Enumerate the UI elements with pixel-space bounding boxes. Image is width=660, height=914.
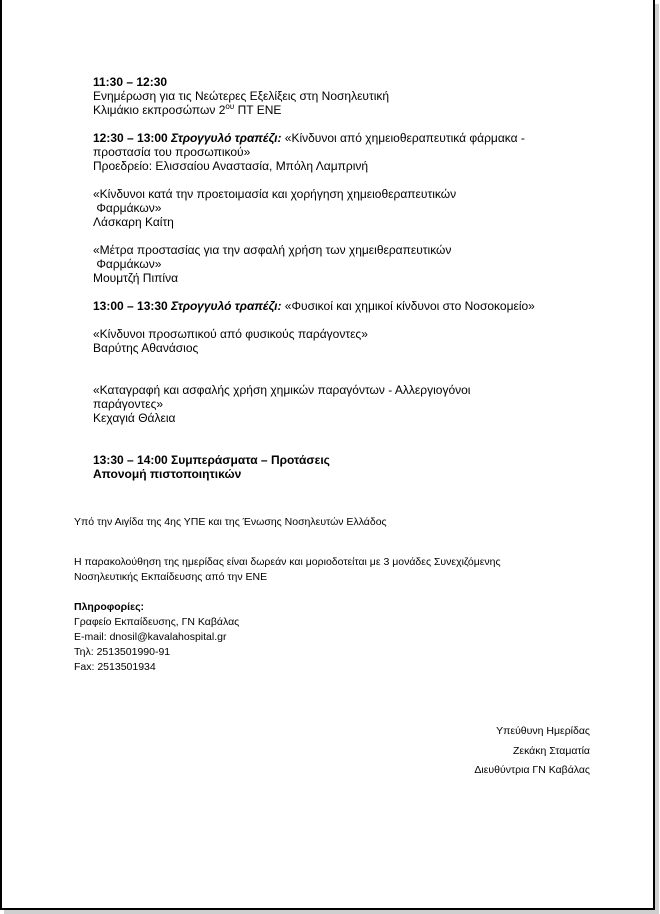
session-chairs: Προεδρείο: Ελισσαίου Αναστασία, Μπόλη Λαμπρινή [93, 159, 369, 173]
session-heading: 12:30 – 13:00 Στρογγυλό τραπέζι: «Κίνδυνοι από χημειοθεραπευτικά φάρμακα - [93, 131, 525, 145]
talk-physical-factors [93, 327, 573, 355]
phone-number: Τηλ: 2513501990-91 [74, 646, 171, 658]
attendance-text-cont: Νοσηλευτικής Εκπαίδευσης από την ΕΝΕ [74, 571, 268, 583]
auspices-text: Υπό την Αιγίδα της 4ης ΥΠΕ και της Ένωσης Νοσηλευτών Ελλάδος [74, 516, 387, 528]
session-time: 11:30 – 12:30 [93, 75, 168, 89]
fax-number: Fax: 2513501934 [74, 661, 156, 673]
talk-title-cont: Φαρμάκων» [93, 201, 162, 215]
contact-block [74, 600, 594, 675]
session-1130 [93, 75, 573, 117]
talk-speaker: Κεχαγιά Θάλεια [93, 411, 176, 425]
page-shadow-right [655, 4, 659, 914]
talk-title: «Κίνδυνοι κατά την προετοιμασία και χορήγηση χημειοθεραπευτικών [93, 187, 457, 201]
page-shadow-bottom [4, 910, 659, 914]
email-address: E-mail: dnosil@kavalahospital.gr [74, 631, 227, 643]
signatory-title: Διευθύντρια ΓΝ Καβάλας [474, 764, 590, 776]
session-1230 [93, 131, 573, 173]
session-1330 [93, 453, 573, 481]
talk-title-cont: παράγοντες» [93, 397, 164, 411]
talk-protection [93, 243, 573, 285]
signature-block [474, 722, 590, 781]
office-name: Γραφείο Εκπαίδευσης, ΓΝ Καβάλας [74, 616, 240, 628]
session-topic-cont: προστασία του προσωπικού» [93, 145, 251, 159]
talk-title: «Κίνδυνοι προσωπικού από φυσικούς παράγοντες» [93, 327, 368, 341]
signatory-name: Ζεκάκη Σταματία [512, 744, 590, 757]
talk-speaker: Μουμτζή Πιπίνα [93, 271, 179, 285]
talk-title: «Μέτρα προστασίας για την ασφαλή χρήση των χημειθεραπευτικών [93, 243, 452, 257]
talk-title: «Καταγραφή και ασφαλής χρήση χημικών παραγόντων - Αλλεργιογόνοι [93, 383, 471, 397]
session-presenters: Κλιμάκιο εκπροσώπων $2^{o\upsilon}$ ΠΤ ΕΝΕ [93, 102, 282, 117]
talk-speaker: Λάσκαρη Καίτη [93, 215, 174, 229]
program-schedule [93, 75, 573, 481]
footer-info [74, 515, 594, 675]
info-heading: Πληροφορίες: [74, 601, 145, 613]
session-title: Ενημέρωση για τις Νεώτερες Εξελίξεις στη Νοσηλευτική [93, 89, 390, 103]
signatory-role: Υπεύθυνη Ημερίδας [496, 725, 590, 737]
talk-speaker: Βαρύτης Αθανάσιος [93, 341, 199, 355]
attendance-text: Η παρακολούθηση της ημερίδας είναι δωρεάν και μοριοδοτείται με 3 μονάδες Συνεχιζόμενης [74, 556, 501, 568]
certificates: Απονομή πιστοποιητικών [93, 467, 242, 481]
talk-chemical-agents [93, 383, 573, 425]
talk-title-cont: Φαρμάκων» [93, 257, 162, 271]
session-conclusions: 13:30 – 14:00 Συμπεράσματα – Προτάσεις [93, 453, 330, 467]
talk-preparation [93, 187, 573, 229]
session-heading: 13:00 – 13:30 Στρογγυλό τραπέζι: «Φυσικοί και χημικοί κίνδυνοι στο Νοσοκομείο» [93, 299, 535, 313]
session-1300 [93, 299, 573, 313]
